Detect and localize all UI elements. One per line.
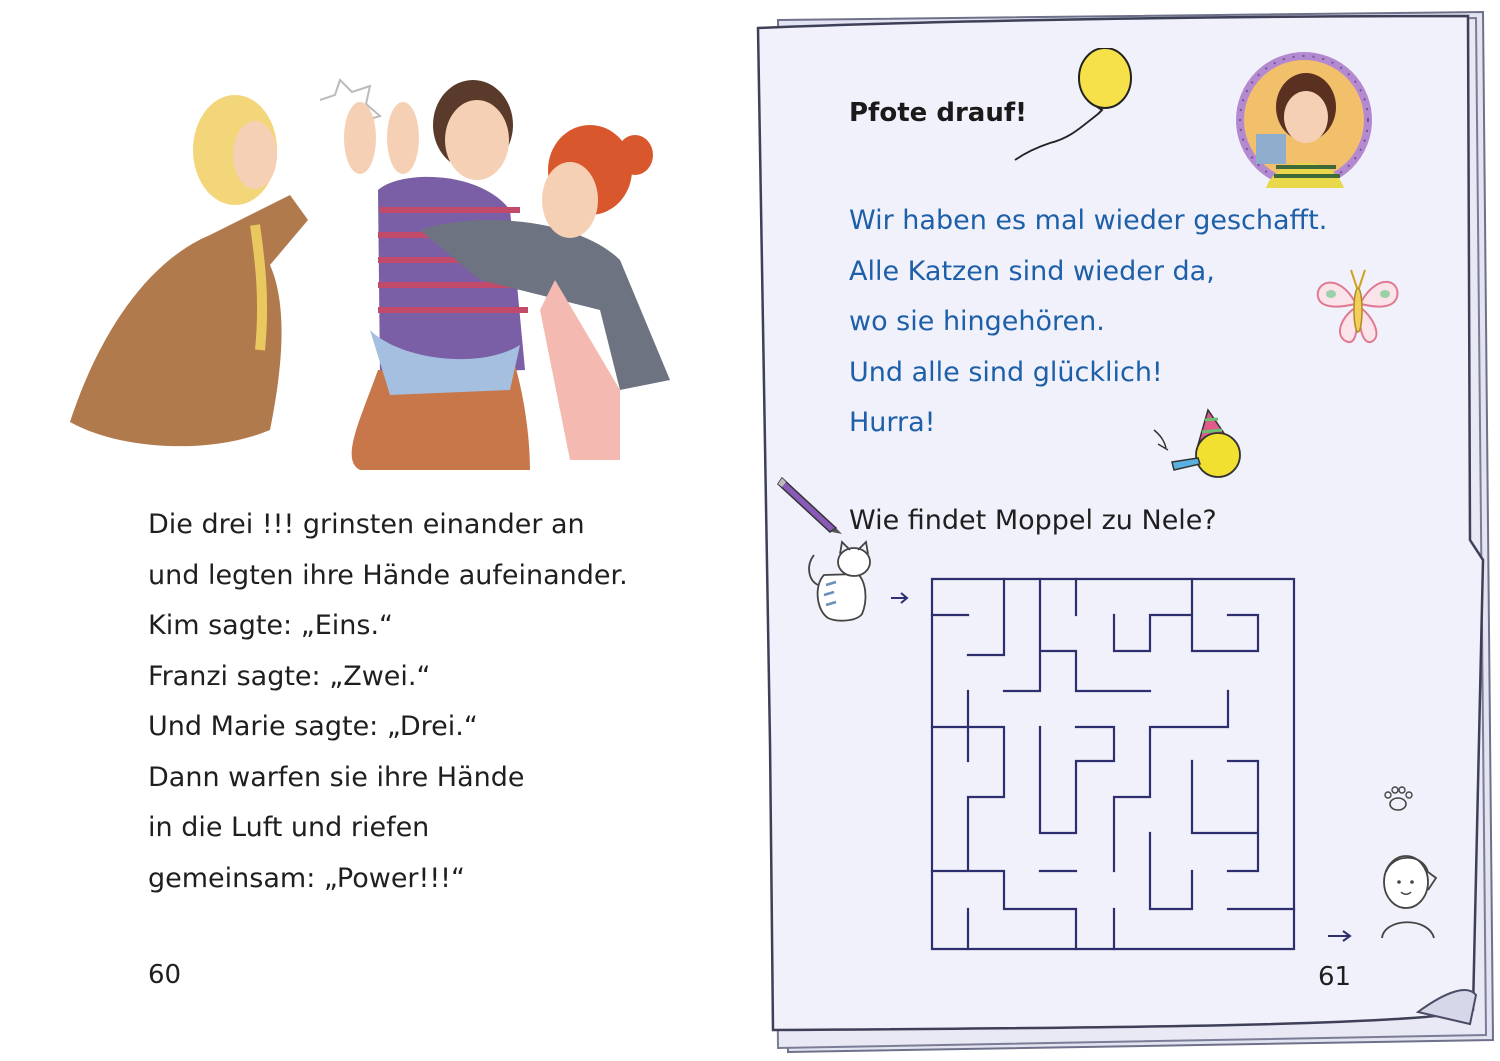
story-line: und legten ihre Hände aufeinander. — [148, 559, 628, 591]
story-text — [148, 500, 628, 904]
story-line: Kim sagte: „Eins.“ — [148, 610, 394, 641]
story-line: Dann warfen sie ihre Hände — [148, 761, 525, 793]
butterfly-icon — [1313, 262, 1403, 352]
poem-line: wo sie hingehören. — [849, 306, 1105, 337]
notebook-title: Pfote drauf! — [849, 98, 1028, 128]
story-line: Franzi sagte: „Zwei.“ — [148, 660, 431, 692]
left-page — [0, 0, 745, 1061]
maze-diagram — [928, 575, 1300, 955]
page-number-right: 61 — [1318, 962, 1352, 992]
balloon-icon — [1010, 48, 1140, 168]
notebook-page — [748, 0, 1500, 1061]
poem-line: Alle Katzen sind wieder da, — [849, 255, 1215, 287]
story-line: in die Luft und riefen — [148, 812, 430, 843]
poem-line: Hurra! — [849, 407, 936, 438]
pen-icon — [776, 472, 846, 537]
story-line: Die drei !!! grinsten einander an — [148, 509, 585, 540]
cat-icon — [806, 540, 926, 625]
party-chick-icon — [1150, 400, 1250, 485]
page-number-left: 60 — [148, 960, 182, 990]
arrow-icon — [1326, 926, 1356, 946]
girl-icon — [1374, 850, 1444, 940]
poem-line: Und alle sind glücklich! — [849, 356, 1163, 388]
paw-icon — [1382, 784, 1414, 814]
poem-line: Wir haben es mal wieder geschafft. — [849, 205, 1328, 236]
poem — [849, 196, 1327, 449]
girls-high-five-illustration — [60, 60, 700, 490]
story-line: Und Marie sagte: „Drei.“ — [148, 711, 478, 742]
maze-question: Wie findet Moppel zu Nele? — [849, 505, 1217, 536]
portrait-icon — [1236, 52, 1372, 188]
story-line: gemeinsam: „Power!!!“ — [148, 862, 465, 894]
